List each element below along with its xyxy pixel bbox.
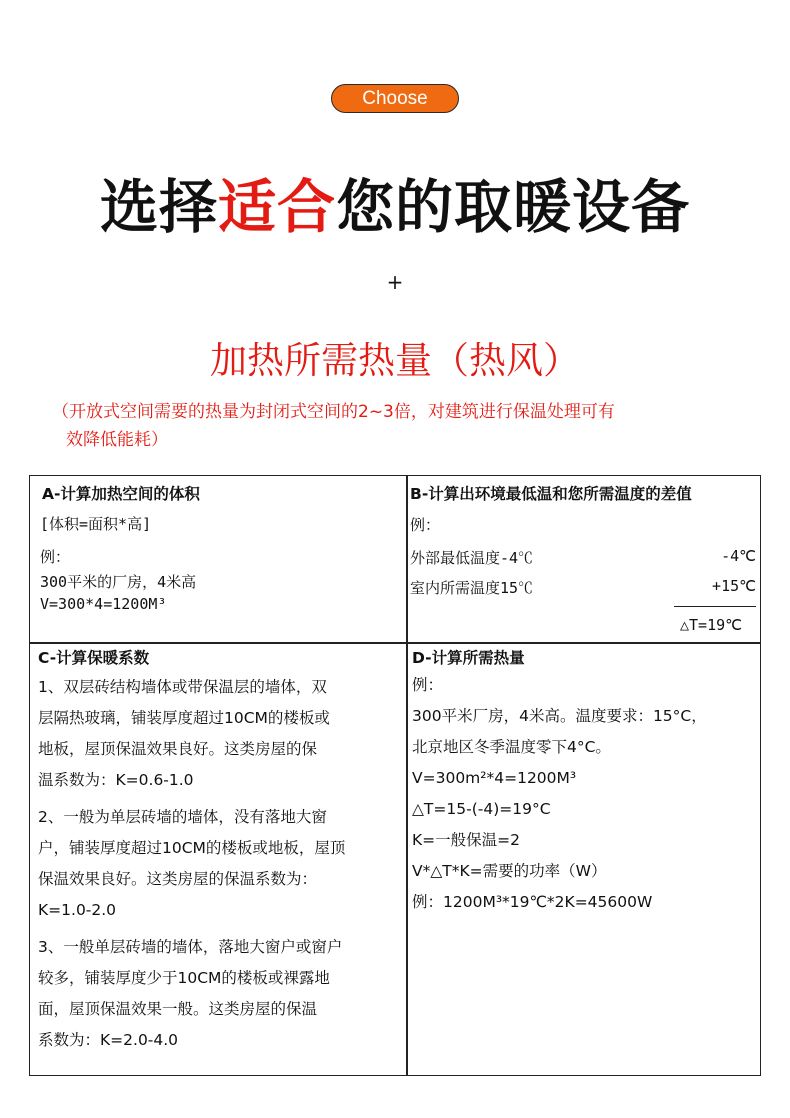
section-d-line: 例： bbox=[412, 676, 444, 694]
section-d-line: K=一般保温=2 bbox=[412, 831, 521, 849]
section-d-line: 300平米厂房，4米高。温度要求：15°C， bbox=[412, 707, 707, 725]
section-a-example-line2: V=300*4=1200M³ bbox=[40, 595, 167, 613]
section-c-title: C-计算保暖系数 bbox=[38, 649, 150, 667]
section-c-item3-line: 系数为：K=2.0-4.0 bbox=[38, 1031, 179, 1049]
headline bbox=[0, 160, 790, 244]
section-c-item1-line: 温系数为：K=0.6-1.0 bbox=[38, 771, 194, 789]
section-d-line: V*△T*K=需要的功率（W） bbox=[412, 862, 607, 880]
section-b-row2 bbox=[410, 577, 756, 598]
section-b-row1-label: 外部最低温度-4℃ bbox=[410, 549, 534, 567]
headline-highlight: 适合 bbox=[217, 173, 336, 241]
section-d-line: 北京地区冬季温度零下4°C。 bbox=[412, 738, 611, 756]
section-d-line: 例：1200M³*19℃*2K=45600W bbox=[412, 893, 653, 911]
note-line1: （开放式空间需要的热量为封闭式空间的2~3倍，对建筑进行保温处理可有 bbox=[52, 402, 615, 422]
section-b-row1 bbox=[410, 547, 756, 568]
section-b-title: B-计算出环境最低温和您所需温度的差值 bbox=[410, 485, 692, 503]
section-c bbox=[38, 646, 402, 1056]
headline-part1: 选择 bbox=[99, 173, 218, 241]
section-c-item2 bbox=[38, 802, 402, 926]
plus-sign: + bbox=[386, 270, 404, 294]
section-b-row2-value: +15℃ bbox=[712, 577, 756, 595]
section-c-item1 bbox=[38, 672, 402, 796]
section-c-item3-line: 较多，铺装厚度少于10CM的楼板或裸露地 bbox=[38, 969, 330, 987]
section-b-example-label: 例： bbox=[410, 516, 441, 534]
section-b-row1-value: -4℃ bbox=[721, 547, 756, 565]
note bbox=[52, 398, 732, 454]
table-vertical-divider bbox=[406, 476, 408, 1075]
section-c-item2-line: 户，铺装厚度超过10CM的楼板或地板，屋顶 bbox=[38, 839, 346, 857]
section-c-item1-line: 1、双层砖结构墙体或带保温层的墙体，双 bbox=[38, 678, 327, 696]
calculation-table bbox=[29, 475, 761, 1076]
section-c-item1-line: 地板，屋顶保温效果良好。这类房屋的保 bbox=[38, 740, 318, 758]
section-d-title: D-计算所需热量 bbox=[412, 649, 525, 667]
table-horizontal-divider bbox=[30, 642, 760, 644]
section-d-body bbox=[412, 670, 756, 918]
section-c-item3-line: 3、一般单层砖墙的墙体，落地大窗户或窗户 bbox=[38, 938, 343, 956]
section-c-item3-line: 面，屋顶保温效果一般。这类房屋的保温 bbox=[38, 1000, 318, 1018]
section-c-item2-line: K=1.0-2.0 bbox=[38, 901, 117, 919]
section-d-line: V=300m²*4=1200M³ bbox=[412, 769, 577, 787]
section-c-item1-line: 层隔热玻璃，铺装厚度超过10CM的楼板或 bbox=[38, 709, 330, 727]
section-b-sum-line bbox=[674, 606, 756, 607]
note-line2: 效降低能耗） bbox=[66, 430, 168, 450]
section-c-item2-line: 2、一般为单层砖墙的墙体，没有落地大窗 bbox=[38, 808, 327, 826]
section-d-line: △T=15-(-4)=19°C bbox=[412, 800, 551, 818]
section-a-title: A-计算加热空间的体积 bbox=[42, 485, 200, 503]
section-b-result: △T=19℃ bbox=[680, 616, 742, 634]
section-a-formula: [体积=面积*高] bbox=[40, 515, 152, 533]
section-a-example-label: 例： bbox=[40, 548, 71, 566]
section-c-item2-line: 保温效果良好。这类房屋的保温系数为： bbox=[38, 870, 318, 888]
sub-title: 加热所需热量（热风） bbox=[210, 339, 580, 382]
section-c-item3 bbox=[38, 932, 402, 1056]
section-d bbox=[412, 646, 756, 918]
section-b-row2-label: 室内所需温度15℃ bbox=[410, 579, 534, 597]
section-a bbox=[40, 482, 400, 613]
headline-part2: 您的取暖设备 bbox=[336, 173, 691, 241]
choose-button[interactable]: Choose bbox=[331, 84, 459, 113]
section-a-example-line1: 300平米的厂房，4米高 bbox=[40, 573, 197, 591]
section-b bbox=[410, 482, 756, 634]
